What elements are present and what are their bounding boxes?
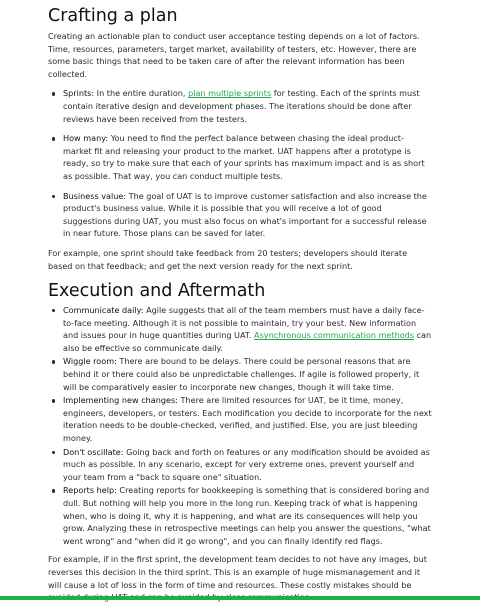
list-item-implementing-new-changes (48, 394, 432, 444)
bottom-accent-bar (0, 596, 480, 600)
list-item-communicate-daily (48, 304, 432, 354)
article-body (48, 4, 432, 604)
list-item-wiggle-room (48, 355, 432, 393)
list-item-sprints (48, 87, 432, 125)
bullet-term: Don't oscillate: (63, 446, 124, 457)
bullet-text: Creating reports for bookkeeping is something that is considered boring and dull. But nothing will help you more in the long run. Keeping track of what is happening when, who is doing it, why it is happening, and what are its consequences will help you grow. Analyzing these in retrospective meetings can help you answer the questions, "what went wrong" and "when did it go wrong", and you can finally identify red flags. (63, 485, 431, 546)
plan-intro-paragraph: Creating an actionable plan to conduct user acceptance testing depends on a lot of factors. Time, resources, parameters, target market, availability of testers, etc. However, there are some basic things that need to be taken care of after the relevant information has been collected. (48, 31, 420, 79)
section-heading-crafting-a-plan: Crafting a plan (48, 6, 178, 26)
list-item-reports-help (48, 484, 432, 547)
list-item-business-value (48, 190, 432, 240)
bullet-text: for testing. Each of the sprints must contain iterative design and development phases. The iterations should be done after reviews have been received from the testers. (63, 88, 420, 124)
bullet-text: Going back and forth on features or any modification should be avoided as much as possible. In any scenario, except for very extreme ones, prevent yourself and your team from a "back to square one" situation. (63, 446, 430, 482)
bullet-text: There are bound to be delays. There could be personal reasons that are behind it or there could also be unpredictable challenges. If agile is followed properly, it will be comparatively easier to incorporate new changes, though it will take time. (63, 356, 420, 392)
bullet-term: Reports help: (63, 485, 117, 496)
asynchronous-communication-methods-link[interactable]: Asynchronous communication methods (254, 330, 415, 341)
bullet-term: Implementing new changes: (63, 395, 178, 406)
bullet-text: The goal of UAT is to improve customer satisfaction and also increase the product's business value. While it is possible that you will receive a lot of good suggestions during UAT, you must also focus on what's important for a successful release in near future. Those plans can be saved for later. (63, 190, 427, 239)
bullet-text: Agile suggests that all of the team members must have a daily face-to-face meeting. Although it is not possible to maintain, try your best. New information and issues pour in huge quantities during UAT. (63, 305, 425, 341)
bullet-term: Wiggle room: (63, 356, 117, 367)
execution-closing-paragraph: For example, if in the first sprint, the development team decides to not have any images, but reverses this decision in the third sprint. This is an example of huge mismanagement and it will cause a lot of loss in the form of time and resources. These costly mistakes should be (48, 554, 427, 590)
list-item-how-many (48, 132, 432, 182)
plan-closing-paragraph: For example, one sprint should take feedback from 20 testers; developers should iterate based on that feedback; and get the next version ready for the next sprint. (48, 247, 408, 271)
bullet-text: There are limited resources for UAT, be it time, money, engineers, developers, or testers. Each modification you decide to incorporate for the next iteration needs to be double-checked, verified, and justified. Else, you are just bleeding money. (63, 395, 432, 444)
bullet-text: You need to find the perfect balance between chasing the ideal product-market fit and releasing your product to the market. UAT happens after a prototype is ready, so try to make sure that each of your sprints has maximum impact and is as short as possible. That way, you can conduct multiple tests. (63, 133, 425, 181)
execution-bullet-list (48, 304, 432, 547)
bullet-term: Sprints: (63, 88, 95, 99)
bullet-text: can also be effective so communicate daily. (63, 330, 432, 353)
plan-multiple-sprints-link[interactable]: plan multiple sprints (188, 88, 272, 99)
plan-bullet-list (48, 87, 432, 240)
bullet-term: Communicate daily: (63, 305, 144, 316)
bullet-text: In the entire duration, (94, 88, 189, 99)
list-item-dont-oscillate (48, 446, 432, 484)
section-heading-execution-and-aftermath: Execution and Aftermath (48, 281, 266, 302)
bullet-term: How many: (63, 133, 109, 144)
bullet-term: Business value: (63, 190, 127, 201)
